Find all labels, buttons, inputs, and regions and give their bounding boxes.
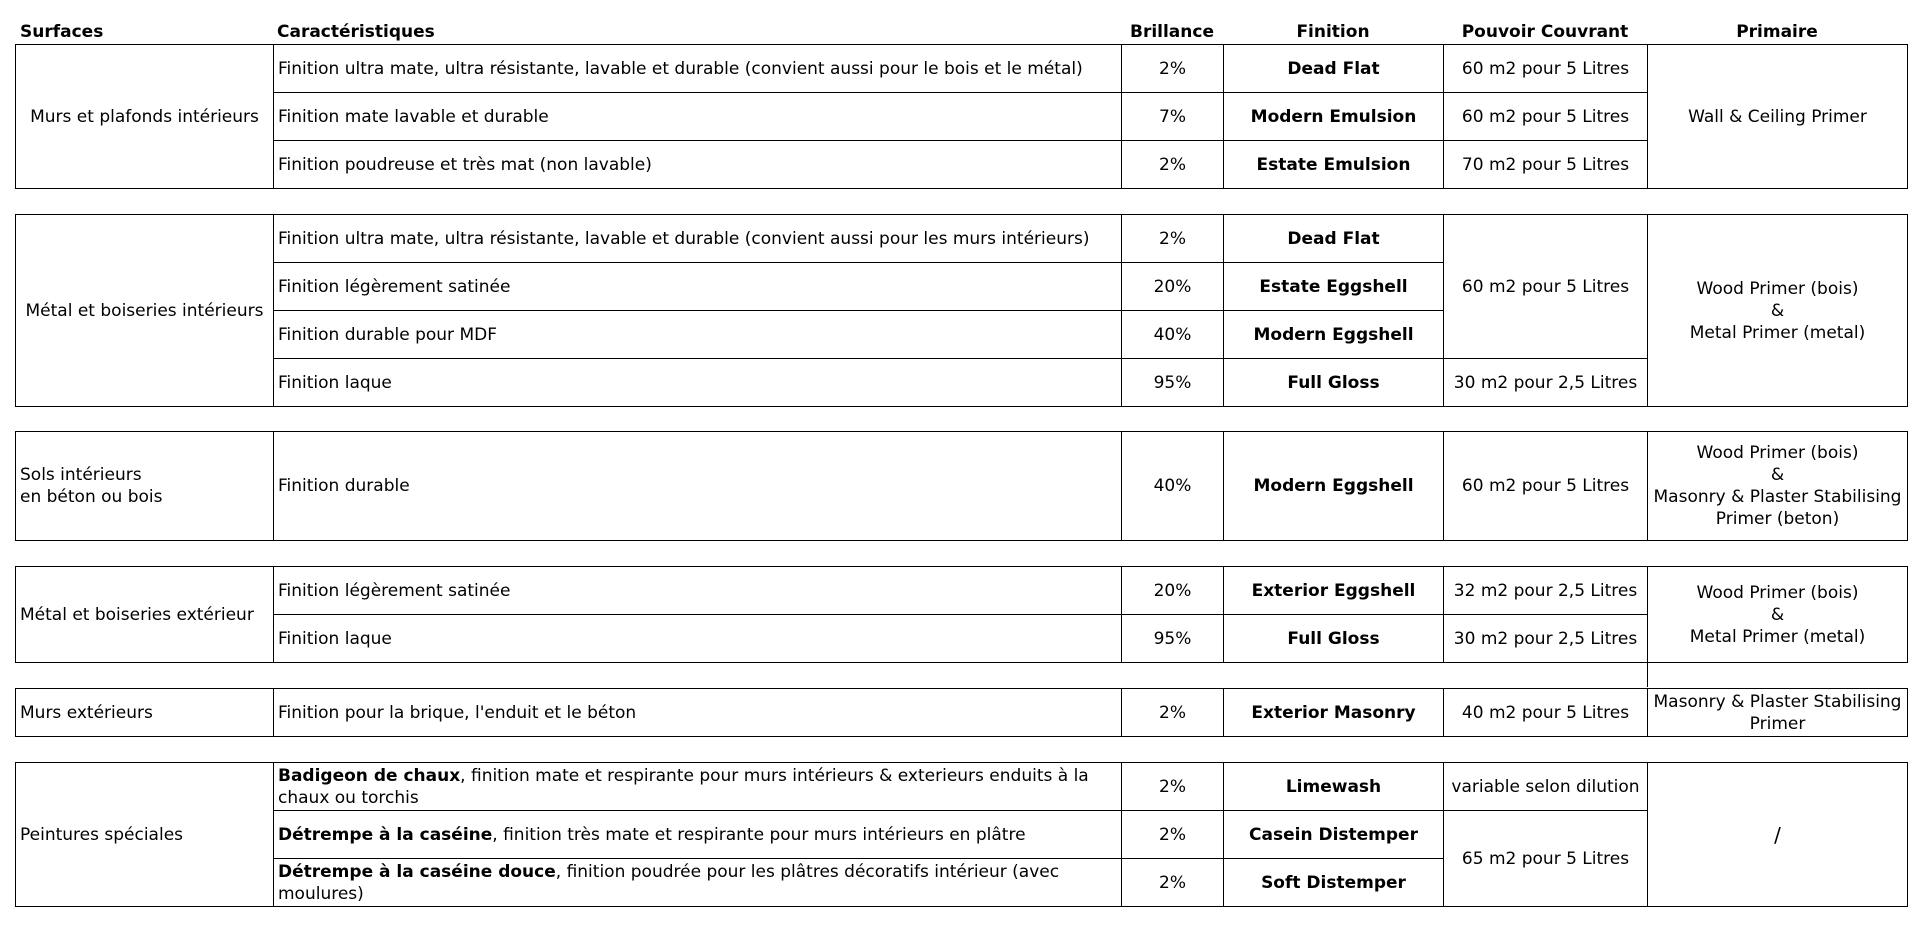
surface-cell: Métal et boiseries intérieurs: [16, 215, 274, 407]
caracteristique-bold: Détrempe à la caséine douce: [278, 861, 556, 882]
header-surfaces: Surfaces: [20, 22, 104, 42]
caracteristique-cell: Finition légèrement satinée: [274, 263, 1122, 311]
caracteristique-cell: [274, 763, 1122, 811]
brillance-cell: 2%: [1122, 811, 1224, 859]
pouvoir-cell: 60 m2 pour 5 Litres: [1444, 45, 1648, 93]
pouvoir-cell: 30 m2 pour 2,5 Litres: [1444, 615, 1648, 663]
brillance-cell: 95%: [1122, 359, 1224, 407]
surface-line: Sols intérieurs: [20, 465, 142, 485]
header-primaire: Primaire: [1736, 22, 1818, 42]
divider: [1647, 663, 1648, 687]
caracteristique-cell: Finition laque: [274, 615, 1122, 663]
caracteristique-cell: Finition légèrement satinée: [274, 567, 1122, 615]
brillance-cell: 40%: [1122, 432, 1224, 541]
brillance-cell: 40%: [1122, 311, 1224, 359]
brillance-cell: 2%: [1122, 141, 1224, 189]
surface-line: en béton ou bois: [20, 487, 163, 507]
pouvoir-cell: 32 m2 pour 2,5 Litres: [1444, 567, 1648, 615]
surface-cell: Métal et boiseries extérieur: [16, 567, 274, 663]
brillance-cell: 20%: [1122, 567, 1224, 615]
pouvoir-cell: 30 m2 pour 2,5 Litres: [1444, 359, 1648, 407]
pouvoir-cell: 40 m2 pour 5 Litres: [1444, 689, 1648, 737]
finition-cell: Full Gloss: [1224, 615, 1444, 663]
finition-cell: Estate Eggshell: [1224, 263, 1444, 311]
header-finition: Finition: [1296, 22, 1370, 42]
caracteristique-bold: Badigeon de chaux: [278, 765, 461, 786]
surface-cell: Peintures spéciales: [16, 763, 274, 907]
primaire-line: Wood Primer (bois): [1696, 278, 1859, 299]
caracteristique-cell: Finition mate lavable et durable: [274, 93, 1122, 141]
group-murs-plafonds-interieurs: [15, 44, 1908, 189]
primaire-cell: Masonry & Plaster Stabilising Primer: [1648, 689, 1908, 737]
caracteristique-text: , finition mate et respirante pour murs intérieurs & exterieurs enduits à la chaux ou torchis: [278, 765, 1089, 808]
caracteristique-cell: Finition laque: [274, 359, 1122, 407]
brillance-cell: 20%: [1122, 263, 1224, 311]
pouvoir-cell: 65 m2 pour 5 Litres: [1444, 811, 1648, 907]
finition-cell: Limewash: [1224, 763, 1444, 811]
finition-cell: Estate Emulsion: [1224, 141, 1444, 189]
primaire-cell: [1648, 215, 1908, 407]
finition-cell: Exterior Eggshell: [1224, 567, 1444, 615]
finition-cell: Dead Flat: [1224, 45, 1444, 93]
surface-cell: Murs extérieurs: [16, 689, 274, 737]
surface-cell: Murs et plafonds intérieurs: [16, 45, 274, 189]
primaire-cell: Wall & Ceiling Primer: [1648, 45, 1908, 189]
primaire-line: Masonry & Plaster Stabilising Primer (beton): [1653, 487, 1902, 529]
primaire-line: Metal Primer (metal): [1689, 322, 1866, 343]
primaire-line: Wood Primer (bois): [1696, 582, 1859, 603]
caracteristique-bold: Détrempe à la caséine: [278, 824, 493, 845]
caracteristique-cell: [274, 859, 1122, 907]
finition-cell: Soft Distemper: [1224, 859, 1444, 907]
header-brillance: Brillance: [1129, 22, 1214, 42]
caracteristique-text: , finition poudrée pour les plâtres décoratifs intérieur (avec moulures): [278, 861, 1060, 904]
header-caracteristiques: Caractéristiques: [277, 22, 435, 42]
finition-cell: Full Gloss: [1224, 359, 1444, 407]
caracteristique-cell: Finition poudreuse et très mat (non lavable): [274, 141, 1122, 189]
finition-cell: Exterior Masonry: [1224, 689, 1444, 737]
group-sols-interieurs: [15, 431, 1908, 541]
primaire-line: Metal Primer (metal): [1689, 626, 1866, 647]
caracteristique-cell: Finition durable: [274, 432, 1122, 541]
caracteristique-text: , finition très mate et respirante pour murs intérieurs en plâtre: [492, 824, 1026, 845]
finition-cell: Casein Distemper: [1224, 811, 1444, 859]
finition-cell: Modern Eggshell: [1224, 311, 1444, 359]
group-murs-exterieurs: [15, 688, 1908, 737]
group-peintures-speciales: [15, 762, 1908, 907]
pouvoir-cell: 60 m2 pour 5 Litres: [1444, 215, 1648, 359]
caracteristique-cell: Finition ultra mate, ultra résistante, lavable et durable (convient aussi pour le bois et le métal): [274, 45, 1122, 93]
finition-cell: Modern Emulsion: [1224, 93, 1444, 141]
caracteristique-cell: [274, 811, 1122, 859]
brillance-cell: 2%: [1122, 45, 1224, 93]
caracteristique-cell: Finition pour la brique, l'enduit et le béton: [274, 689, 1122, 737]
primaire-line: Wood Primer (bois): [1696, 443, 1859, 463]
pouvoir-cell: variable selon dilution: [1444, 763, 1648, 811]
primaire-cell: [1648, 432, 1908, 541]
finition-cell: Dead Flat: [1224, 215, 1444, 263]
pouvoir-cell: 60 m2 pour 5 Litres: [1444, 93, 1648, 141]
pouvoir-cell: 70 m2 pour 5 Litres: [1444, 141, 1648, 189]
primaire-cell: [1648, 567, 1908, 663]
brillance-cell: 2%: [1122, 215, 1224, 263]
finition-cell: Modern Eggshell: [1224, 432, 1444, 541]
brillance-cell: 2%: [1122, 859, 1224, 907]
primaire-line: &: [1770, 465, 1785, 485]
brillance-cell: 95%: [1122, 615, 1224, 663]
surface-cell: [16, 432, 274, 541]
group-metal-boiseries-exterieur: [15, 566, 1908, 663]
primaire-cell: /: [1648, 763, 1908, 907]
brillance-cell: 2%: [1122, 689, 1224, 737]
caracteristique-cell: Finition ultra mate, ultra résistante, lavable et durable (convient aussi pour les murs intérieurs): [274, 215, 1122, 263]
caracteristique-cell: Finition durable pour MDF: [274, 311, 1122, 359]
primaire-line: &: [1770, 300, 1785, 321]
header-pouvoir: Pouvoir Couvrant: [1461, 22, 1629, 42]
brillance-cell: 7%: [1122, 93, 1224, 141]
primaire-line: &: [1770, 604, 1785, 625]
brillance-cell: 2%: [1122, 763, 1224, 811]
group-metal-boiseries-interieurs: [15, 214, 1908, 407]
pouvoir-cell: 60 m2 pour 5 Litres: [1444, 432, 1648, 541]
